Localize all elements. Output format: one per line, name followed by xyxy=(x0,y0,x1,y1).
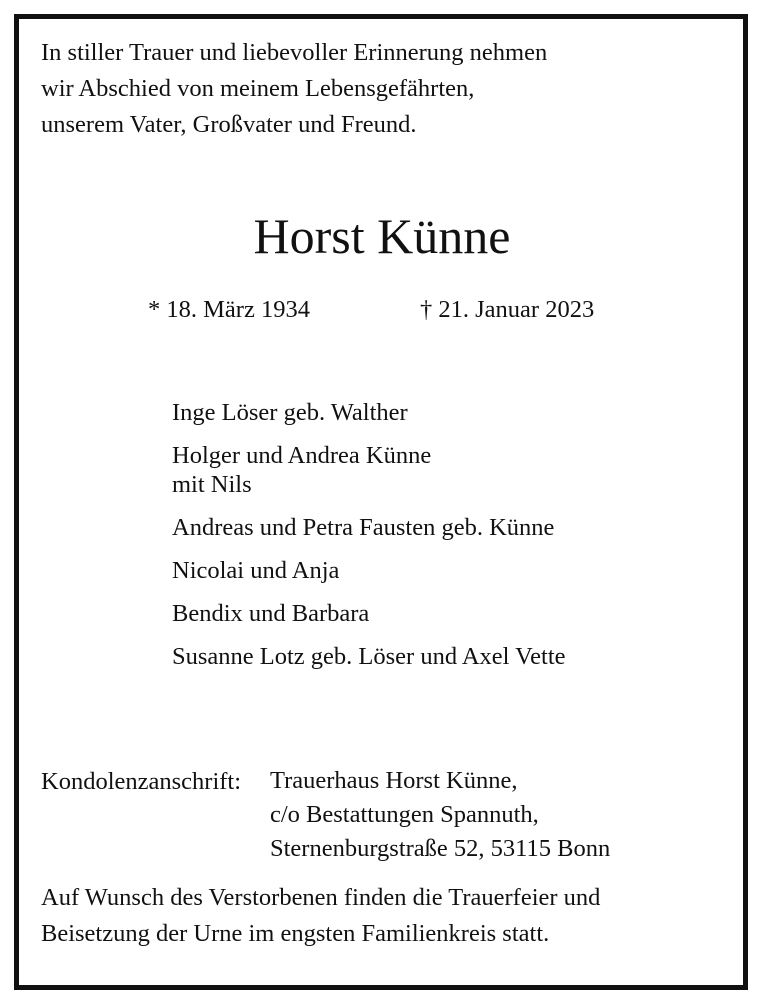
death-date: † 21. Januar 2023 xyxy=(420,296,595,323)
condolence-address xyxy=(270,764,610,866)
intro-line: In stiller Trauer und liebevoller Erinnerung nehmen xyxy=(41,39,548,66)
family-entry xyxy=(172,642,566,671)
family-entry xyxy=(172,556,566,585)
family-entry-line: Holger und Andrea Künne xyxy=(172,442,432,469)
family-entry xyxy=(172,599,566,628)
birth-date: * 18. März 1934 xyxy=(148,296,310,323)
family-entry-line: Bendix und Barbara xyxy=(172,600,370,627)
wish-line: Beisetzung der Urne im engsten Familienkreis statt. xyxy=(41,920,550,947)
intro-line: wir Abschied von meinem Lebensgefährten, xyxy=(41,75,475,102)
intro-line: unserem Vater, Großvater und Freund. xyxy=(41,111,417,138)
address-line: Sternenburgstraße 52, 53115 Bonn xyxy=(270,835,611,862)
funeral-wish-text xyxy=(41,880,600,952)
family-entry-line: mit Nils xyxy=(172,471,252,498)
deceased-name: Horst Künne xyxy=(253,208,511,264)
family-entry-line: Susanne Lotz geb. Löser und Axel Vette xyxy=(172,643,566,670)
family-entry-line: Nicolai und Anja xyxy=(172,557,340,584)
address-line: c/o Bestattungen Spannuth, xyxy=(270,801,539,828)
family-entry-line: Inge Löser geb. Walther xyxy=(172,399,408,426)
address-line: Trauerhaus Horst Künne, xyxy=(270,767,518,794)
wish-line: Auf Wunsch des Verstorbenen finden die Trauerfeier und xyxy=(41,884,601,911)
condolence-label: Kondolenzanschrift: xyxy=(41,768,242,795)
family-list xyxy=(172,398,566,685)
family-entry xyxy=(172,398,566,427)
family-entry xyxy=(172,513,566,542)
family-entry-line: Andreas und Petra Fausten geb. Künne xyxy=(172,514,555,541)
intro-text xyxy=(41,35,547,143)
family-entry xyxy=(172,441,566,499)
